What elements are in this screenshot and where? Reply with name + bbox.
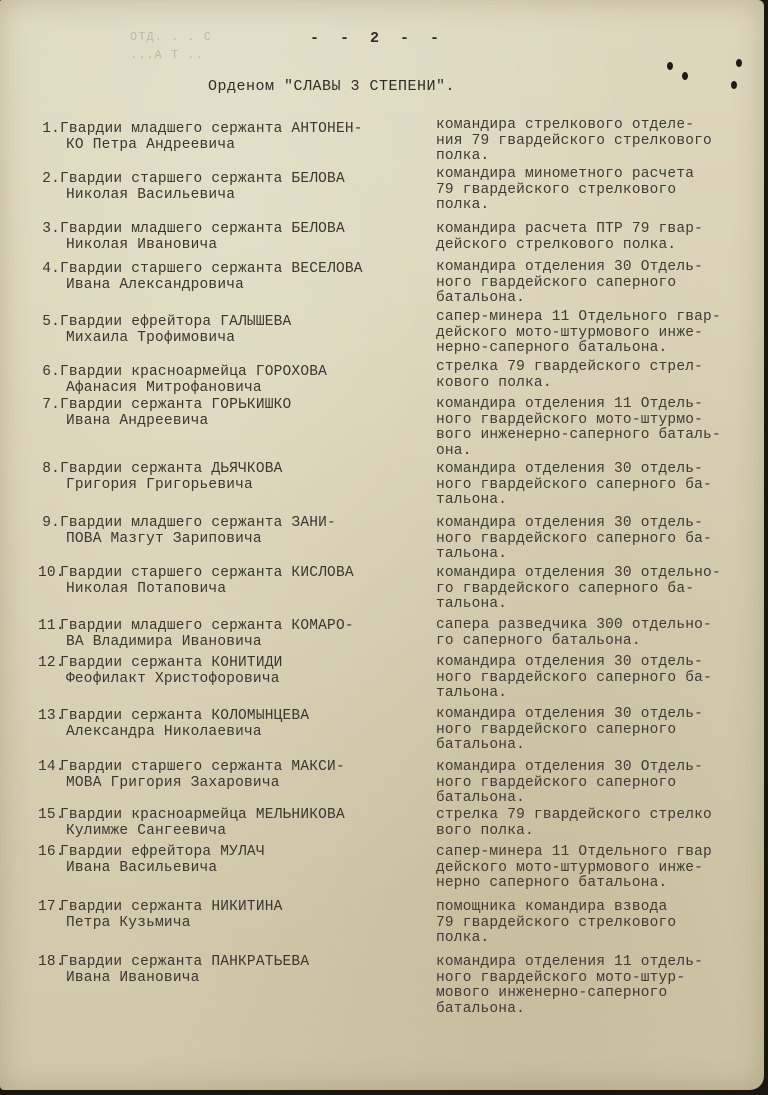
position-line: кового полка. [436, 374, 552, 391]
name-line: Гвардии сержанта КОНИТИДИ [60, 655, 283, 671]
position-line: вого инженерно-саперного баталь- [436, 427, 721, 443]
entry-number: 8. [42, 461, 60, 477]
position-line: нерно-саперного батальона. [436, 340, 668, 356]
name-line: Ивана Ивановича [66, 969, 200, 986]
position-line: помощника командира взвода [436, 899, 668, 915]
awardee-name [38, 808, 428, 839]
position-line: тальона. [436, 492, 508, 508]
position-line: вого полка. [436, 822, 534, 839]
awardee-position [436, 360, 761, 391]
position-line: командира отделения 11 Отдель- [436, 396, 704, 412]
entry-number: 15. [38, 807, 65, 823]
entry-number: 12. [38, 655, 65, 671]
entry-number: 13. [38, 708, 65, 724]
position-line: командира отделения 30 отдель- [436, 654, 704, 670]
entry-number: 7. [42, 397, 60, 413]
position-line: ного гвардейского саперного [436, 274, 677, 291]
awardee-name [38, 516, 428, 547]
entry-number: 2. [42, 171, 60, 187]
name-line: Гвардии младшего сержанта ЗАНИ- [60, 515, 336, 531]
awardee-position [436, 167, 761, 214]
name-line: Гвардии красноармейца МЕЛЬНИКОВА [60, 807, 345, 823]
position-line: го гвардейского саперного ба- [436, 580, 695, 597]
position-line: нерно саперного батальона. [436, 875, 668, 891]
awardee-position [436, 618, 761, 649]
awardee-position [436, 260, 761, 307]
position-line: сапер-минера 11 Отдельного гвар- [436, 309, 721, 325]
name-line: Гвардии старшего сержанта МАКСИ- [60, 759, 345, 775]
entry-number: 16. [38, 844, 65, 860]
awardee-position [436, 397, 761, 459]
awardee-name [38, 955, 428, 986]
position-line: ного гвардейского мото-штурмо- [436, 411, 704, 428]
name-line: Григория Григорьевича [66, 476, 253, 493]
name-line: Гвардии старшего сержанта ВЕСЕЛОВА [60, 261, 363, 277]
awardee-position [436, 462, 761, 509]
awardee-position [436, 900, 761, 947]
name-line: Николая Васильевича [66, 186, 236, 203]
position-line: командира расчета ПТР 79 гвар- [436, 221, 704, 237]
position-line: командира отделения 11 отдель- [436, 954, 704, 970]
position-line: полка. [436, 148, 490, 164]
position-line: ного гвардейского саперного ба- [436, 476, 712, 493]
position-line: ного гвардейского саперного [436, 721, 677, 738]
awardee-name [38, 172, 428, 203]
entry-number: 9. [42, 515, 60, 531]
position-line: дейского стрелкового полка. [436, 236, 677, 253]
name-line: Кулимже Сангеевича [66, 822, 227, 839]
awardee-position [436, 760, 761, 807]
name-line: Афанасия Митрофановича [66, 379, 262, 396]
position-line: батальона. [436, 290, 526, 306]
punch-hole-icon [736, 59, 742, 67]
award-heading: Орденом "СЛАВЫ 3 СТЕПЕНИ". [208, 78, 456, 95]
name-line: Гвардии сержанта КОЛОМЫНЦЕВА [60, 708, 310, 724]
name-line: Гвардии старшего сержанта БЕЛОВА [60, 171, 345, 187]
position-line: сапера разведчика 300 отдельно- [436, 617, 712, 633]
position-line: 79 гвардейского стрелкового [436, 914, 677, 931]
awardee-position [436, 655, 761, 702]
position-line: тальона. [436, 596, 508, 612]
awardee-name [38, 315, 428, 346]
awardee-name [38, 900, 428, 931]
position-line: командира стрелкового отделе- [436, 117, 695, 133]
name-line: Гвардии сержанта НИКИТИНА [60, 899, 283, 915]
entry-number: 3. [42, 221, 60, 237]
entry-number: 18. [38, 954, 65, 970]
awardee-name [38, 760, 428, 791]
punch-hole-icon [731, 81, 737, 89]
awardee-position [436, 707, 761, 754]
position-line: дейского мото-штурмового инже- [436, 324, 704, 341]
position-line: командира отделения 30 отдель- [436, 515, 704, 531]
name-line: Николая Ивановича [66, 236, 218, 253]
position-line: мового инженерно-саперного [436, 985, 668, 1001]
awardee-position [436, 118, 761, 165]
awardee-position [436, 566, 761, 613]
position-line: командира отделения 30 отдель- [436, 461, 704, 477]
awardee-position [436, 845, 761, 892]
punch-hole-icon [682, 72, 688, 80]
position-line: ного гвардейского саперного [436, 774, 677, 791]
name-line: ПОВА Мазгут Зариповича [66, 530, 262, 547]
name-line: Ивана Васильевича [66, 859, 218, 876]
position-line: стрелка 79 гвардейского стрелко [436, 807, 712, 823]
entry-number: 5. [42, 314, 60, 330]
name-line: Гвардии сержанта ДЬЯЧКОВА [60, 461, 283, 477]
entry-number: 4. [42, 261, 60, 277]
awardee-position [436, 808, 761, 839]
name-line: Гвардии красноармейца ГОРОХОВА [60, 364, 328, 380]
awardee-name [38, 462, 428, 493]
entry-number: 17. [38, 899, 65, 915]
awardee-name [38, 122, 428, 153]
faded-stamp: ОТД. . . С ...А Т .. [130, 30, 213, 62]
position-line: батальона. [436, 737, 526, 753]
awardee-position [436, 222, 761, 253]
position-line: батальона. [436, 1000, 526, 1017]
position-line: командира отделения 30 отдельно- [436, 565, 721, 581]
entry-number: 1. [42, 121, 60, 137]
position-line: полка. [436, 197, 490, 213]
name-line: Гвардии сержанта ПАНКРАТЬЕВА [60, 954, 310, 970]
position-line: командира минометного расчета [436, 166, 695, 182]
page-number: - - 2 - - [310, 30, 446, 47]
position-line: ного гвардейского саперного ба- [436, 530, 712, 547]
awardee-name [38, 619, 428, 650]
awardee-position [436, 310, 761, 357]
position-line: ния 79 гвардейского стрелкового [436, 132, 712, 149]
name-line: Александра Николаевича [66, 723, 262, 740]
awardee-name [38, 222, 428, 253]
name-line: Гвардии младшего сержанта БЕЛОВА [60, 221, 345, 237]
position-line: ного гвардейского саперного ба- [436, 669, 712, 686]
punch-hole-icon [667, 62, 673, 70]
position-line: сапер-минера 11 Отдельного гвар [436, 844, 712, 860]
position-line: командира отделения 30 отдель- [436, 706, 704, 722]
name-line: ВА Владимира Ивановича [66, 633, 262, 650]
position-line: дейского мото-штурмового инже- [436, 859, 704, 876]
awardee-position [436, 516, 761, 563]
name-line: Гвардии ефрейтора МУЛАЧ [60, 844, 265, 860]
position-line: тальона. [436, 685, 508, 701]
name-line: МОВА Григория Захаровича [66, 774, 280, 791]
position-line: полка. [436, 930, 490, 946]
position-line: она. [436, 442, 472, 459]
position-line: ного гвардейского мото-штур- [436, 969, 686, 986]
entry-number: 14. [38, 759, 65, 775]
awardee-name [38, 365, 428, 396]
name-line: КО Петра Андреевича [66, 136, 236, 153]
awardee-name [38, 262, 428, 293]
name-line: Гвардии старшего сержанта КИСЛОВА [60, 565, 354, 581]
name-line: Гвардии младшего сержанта АНТОНЕН- [60, 121, 363, 137]
awardee-name [38, 656, 428, 687]
name-line: Ивана Андреевича [66, 412, 209, 429]
awardee-name [38, 709, 428, 740]
position-line: го саперного батальона. [436, 632, 641, 649]
awardee-position [436, 955, 761, 1017]
position-line: тальона. [436, 546, 508, 562]
name-line: Гвардии младшего сержанта КОМАРО- [60, 618, 354, 634]
position-line: батальона. [436, 790, 526, 806]
entry-number: 11. [38, 618, 65, 634]
name-line: Гвардии сержанта ГОРЬКИШКО [60, 397, 292, 413]
name-line: Феофилакт Христофоровича [66, 670, 280, 687]
name-line: Николая Потаповича [66, 580, 227, 597]
awardee-name [38, 566, 428, 597]
position-line: стрелка 79 гвардейского стрел- [436, 359, 704, 375]
name-line: Петра Кузьмича [66, 914, 191, 931]
position-line: командира отделения 30 Отдель- [436, 759, 704, 775]
position-line: 79 гвардейского стрелкового [436, 181, 677, 198]
entry-number: 6. [42, 364, 60, 380]
name-line: Михаила Трофимовича [66, 329, 236, 346]
name-line: Ивана Александровича [66, 276, 245, 293]
awardee-name [38, 398, 428, 429]
position-line: командира отделения 30 Отдель- [436, 259, 704, 275]
entry-number: 10. [38, 565, 65, 581]
name-line: Гвардии ефрейтора ГАЛЫШЕВА [60, 314, 292, 330]
awardee-name [38, 845, 428, 876]
